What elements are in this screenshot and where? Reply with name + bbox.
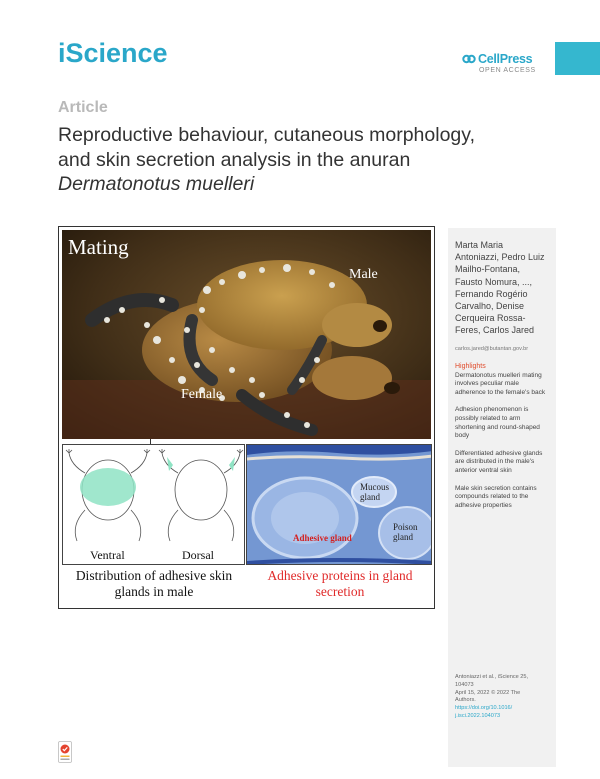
- correspondence-email[interactable]: carlos.jared@butantan.gov.br: [455, 345, 529, 352]
- title-line-2: and skin secretion analysis in the anuran: [58, 148, 411, 171]
- female-label: Female: [181, 387, 223, 402]
- poison-gland-label: Poison gland: [393, 522, 418, 542]
- ventral-label: Ventral: [90, 548, 125, 562]
- highlight-item: Adhesion phenomenon is possibly related to arm shortening and round-shaped body: [455, 406, 540, 440]
- highlights-heading: Highlights: [455, 362, 486, 370]
- gland-histology-image: [246, 444, 432, 565]
- histology-illustration: [247, 445, 432, 565]
- dorsal-label: Dorsal: [182, 548, 214, 562]
- corner-tab: [555, 42, 600, 75]
- highlight-item: Dermatonotus muelleri mating involves peculiar male adherence to the female's back: [455, 371, 546, 396]
- graphical-abstract: [58, 226, 435, 609]
- male-label: Male: [349, 267, 378, 282]
- adhesive-gland-label: Adhesive gland: [293, 533, 352, 543]
- journal-name[interactable]: iScience: [58, 38, 168, 68]
- open-access-label: OPEN ACCESS: [479, 67, 536, 74]
- author-list[interactable]: Marta Maria Antoniazzi, Pedro Luiz Mailho-Fontana, Fausto Nomura, ..., Fernando Rogério Carvalho, Denise Cerqueira Rossa-Feres, Carlos Jared: [455, 240, 545, 336]
- caption-adhesive-proteins: Adhesive proteins in gland secretion: [267, 568, 413, 599]
- mating-photo: [62, 230, 431, 439]
- mucous-gland-label: Mucous gland: [360, 482, 389, 502]
- citation-line: Antoniazzi et al., iScience 25,: [455, 674, 529, 680]
- article-sidebar: [448, 228, 556, 767]
- title-line-1: Reproductive behaviour, cutaneous morphology,: [58, 124, 475, 146]
- cellpress-logo-icon: [462, 53, 476, 65]
- publisher-name: CellPress: [478, 52, 533, 66]
- article-type-label: Article: [58, 99, 108, 116]
- gland-distribution-diagram: [62, 444, 245, 565]
- highlight-item: Differentiated adhesive glands are distributed in the male's anterior ventral skin: [455, 449, 543, 474]
- citation-line: 104073: [455, 681, 474, 688]
- highlight-item: Male skin secretion contains compounds related to the adhesive properties: [455, 484, 537, 509]
- citation-block: [455, 674, 551, 721]
- frog-outline-drawings: [63, 445, 245, 550]
- citation-line: April 15, 2022 © 2022 The: [455, 689, 521, 696]
- check-for-updates-icon[interactable]: [58, 741, 72, 763]
- mating-label: Mating: [68, 235, 129, 259]
- doi-link[interactable]: https://doi.org/10.1016/: [455, 705, 513, 712]
- frog-photo-illustration: [62, 230, 431, 439]
- publisher-block[interactable]: [462, 52, 546, 74]
- title-species: Dermatonotus muelleri: [58, 173, 255, 195]
- caption-distribution: Distribution of adhesive skin glands in male: [75, 568, 233, 599]
- doi-link[interactable]: j.isci.2022.104073: [455, 712, 501, 719]
- article-title: [58, 123, 548, 197]
- citation-line: Authors.: [455, 697, 476, 704]
